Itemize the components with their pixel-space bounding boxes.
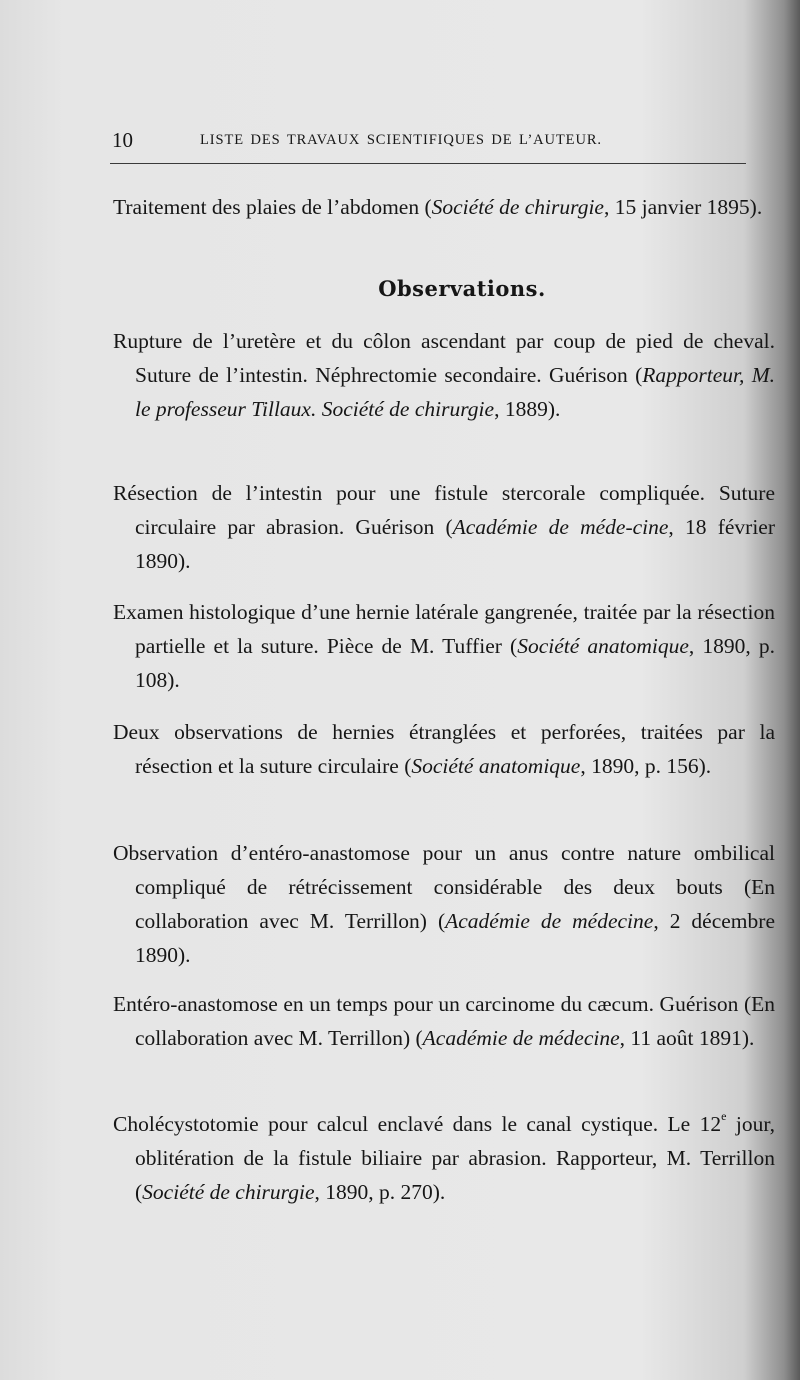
entry-resection-intestin — [113, 476, 775, 578]
header-rule — [110, 163, 746, 164]
page-number: 10 — [112, 128, 133, 152]
entry-text-end: , 1890, p. 108). — [135, 634, 776, 692]
entry-text-end: , 15 janvier 1895). — [603, 195, 763, 219]
entry-source: Rapporteur, M. le professeur Tillaux. Société de chirurgie — [135, 363, 775, 421]
section-title: Observations. — [378, 276, 546, 301]
entry-text-end: , 2 décembre 1890). — [135, 909, 775, 967]
entry-text: Deux observations de hernies étranglées et perforées, traitées par la résection et la suture circulaire ( — [113, 720, 775, 778]
entry-text-end: , 1889). — [494, 397, 561, 421]
entry-source: Société anatomique — [411, 754, 581, 778]
entry-text: Entéro-anastomose en un temps pour un carcinome du cæcum. Guérison (En collaboration avec M. Terrillon) ( — [113, 992, 775, 1050]
entry-text: Cholécystotomie pour calcul enclavé dans le canal cystique. Le 12 — [113, 1112, 722, 1136]
page-header — [112, 128, 752, 154]
entry-plaies-abdomen — [113, 190, 775, 224]
entry-text-middle: jour, oblitération de la fistule biliaire par abrasion. Rapporteur, M. Terrillon ( — [135, 1112, 775, 1204]
entry-hernies-etranglees — [113, 715, 775, 783]
entry-text: Rupture de l’uretère et du côlon ascendant par coup de pied de cheval. Suture de l’intestin. Néphrectomie secondaire. Guérison ( — [113, 329, 775, 387]
running-title: LISTE DES TRAVAUX SCIENTIFIQUES DE L’AUTEUR. — [200, 132, 602, 148]
entry-source: Société anatomique — [517, 634, 689, 658]
entry-source: Académie de médecine — [445, 909, 654, 933]
entry-source: Société de chirurgie — [431, 195, 604, 219]
entry-entero-anastomose-ombilical — [113, 836, 775, 972]
entry-text-end: , 18 février 1890). — [135, 515, 775, 573]
entry-text: Observation d’entéro-anastomose pour un anus contre nature ombilical compliqué de rétrécissement considérable des deux bouts (En collaboration avec M. Terrillon) ( — [113, 841, 775, 933]
entry-carcinome-caecum — [113, 987, 775, 1055]
ordinal-superscript: e — [721, 1109, 727, 1123]
entry-text-end: , 1890, p. 156). — [580, 754, 712, 778]
entry-source: Académie de médecine — [422, 1026, 620, 1050]
entry-text: Traitement des plaies de l’abdomen ( — [113, 195, 432, 219]
entry-source: Académie de méde-cine — [452, 515, 669, 539]
entry-source: Société de chirurgie — [142, 1180, 315, 1204]
entry-text-end: , 11 août 1891). — [619, 1026, 755, 1050]
entry-cholecystotomie — [113, 1107, 775, 1209]
entry-text-end: , 1890, p. 270). — [314, 1180, 446, 1204]
entry-text: Examen histologique d’une hernie latérale gangrenée, traitée par la résection partielle et la suture. Pièce de M. Tuffier ( — [113, 600, 775, 658]
entry-text: Résection de l’intestin pour une fistule stercorale compliquée. Suture circulaire par abrasion. Guérison ( — [113, 481, 775, 539]
entry-rupture-uretere — [113, 324, 775, 426]
entry-examen-histologique — [113, 595, 775, 697]
